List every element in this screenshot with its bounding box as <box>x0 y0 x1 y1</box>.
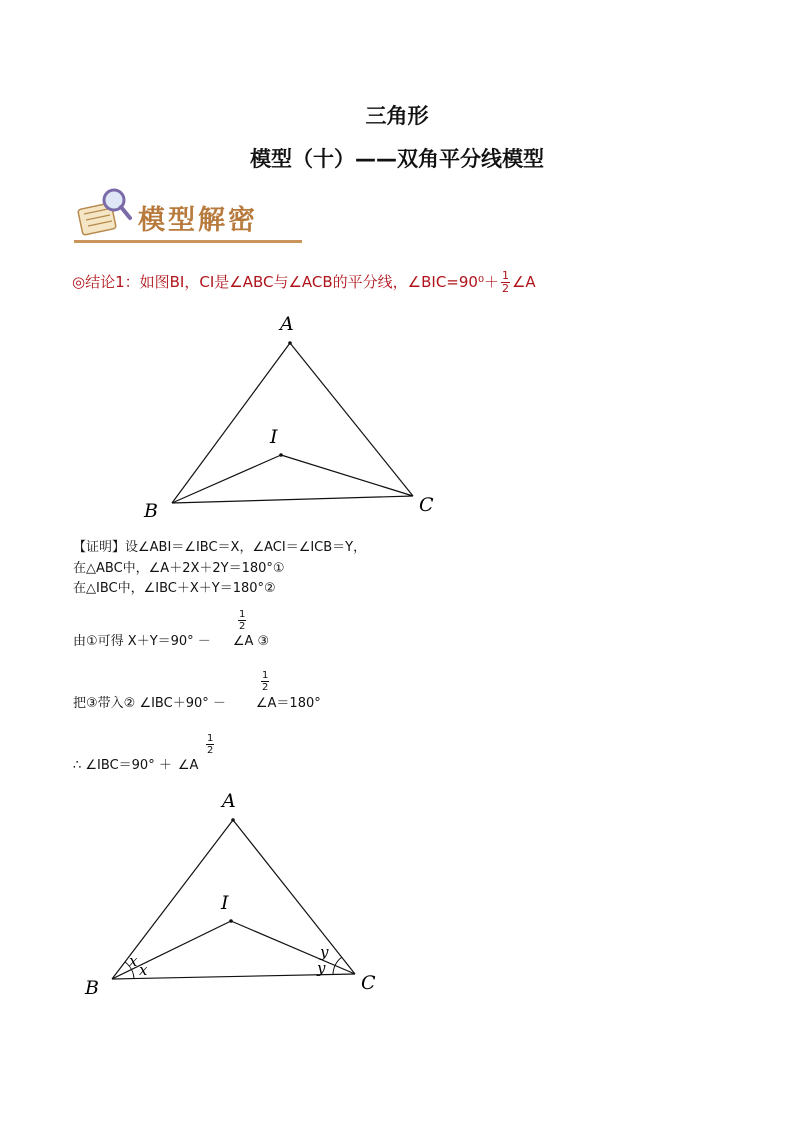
angle-label-x1: x <box>129 952 138 970</box>
side-ab <box>172 343 290 503</box>
side-ac <box>233 820 355 974</box>
section-banner <box>74 186 304 246</box>
proof-line-1: 【证明】设∠ABI＝∠IBC＝X，∠ACI＝∠ICB＝Y， <box>73 540 367 555</box>
figure-1 <box>130 305 450 525</box>
proof-line-5: 把③带入② ∠IBC＋90° － ∠A＝180° <box>73 696 321 711</box>
vertex-label-b: B <box>85 977 99 999</box>
proof-fraction-4: 1 2 <box>239 609 246 632</box>
conclusion-text: ◎结论1：如图BI，CI是∠ABC与∠ACB的平分线，∠BIC=90⁰＋ <box>72 273 499 291</box>
proof-fraction-6: 1 2 <box>207 733 214 756</box>
proof-line-2: 在△ABC中，∠A＋2X＋2Y＝180°① <box>73 561 285 576</box>
proof-line-6: ∴ ∠IBC＝90° ＋ ∠A <box>73 758 199 773</box>
conclusion-suffix: ∠A <box>511 273 536 291</box>
angle-label-y2: y <box>317 959 326 977</box>
angle-label-x2: x <box>139 961 148 979</box>
banner-divider <box>74 240 302 243</box>
proof-line-3: 在△IBC中，∠IBC＋X＋Y＝180°② <box>73 581 276 596</box>
side-ac <box>290 343 413 496</box>
vertex-label-i: I <box>221 892 229 914</box>
conclusion-fraction: $\frac{1}{2}$ <box>501 269 509 295</box>
vertex-label-c: C <box>419 494 434 516</box>
side-bc <box>172 496 413 503</box>
segment-ci <box>281 455 413 496</box>
segment-ci <box>231 921 355 974</box>
section-banner-label: 模型解密 <box>138 205 258 236</box>
vertex-label-c: C <box>361 972 376 994</box>
vertex-label-b: B <box>144 500 158 522</box>
proof-line-4: 由①可得 X＋Y＝90° － ∠A ③ <box>73 634 270 649</box>
conclusion-1 <box>72 270 536 295</box>
vertex-label-a: A <box>280 313 294 335</box>
page-title: 三角形 <box>365 104 429 128</box>
figure-2 <box>75 785 395 1005</box>
page-subtitle: 模型（十）——双角平分线模型 <box>250 147 544 171</box>
angle-label-y1: y <box>320 943 329 961</box>
notebook-magnifier-icon <box>74 186 136 242</box>
vertex-label-a: A <box>222 790 236 812</box>
vertex-label-i: I <box>270 426 278 448</box>
proof-fraction-5: 1 2 <box>262 670 269 693</box>
segment-bi <box>112 921 231 979</box>
segment-bi <box>172 455 281 503</box>
